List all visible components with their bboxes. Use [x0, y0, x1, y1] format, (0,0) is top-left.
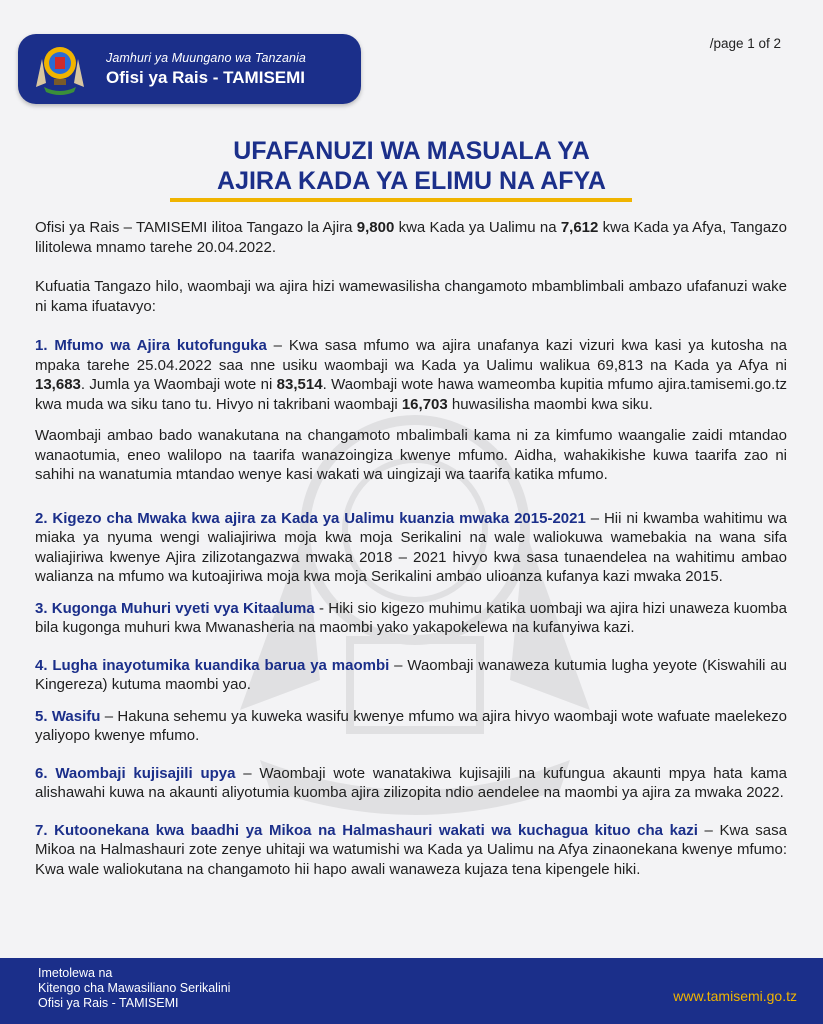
website-link[interactable]: www.tamisemi.go.tz — [673, 988, 797, 1004]
item-6: 6. Waombaji kujisajili upya – Waombaji wote wanatakiwa kujisajili na kufungua akaunti mpya hata kama alishawahi kuwa na akaunti aliyotumia kuomba ajira zilizopita ndio aendelee na maombi ya ajira za mwaka 2022. — [35, 764, 787, 801]
title-line-1: UFAFANUZI WA MASUALA YA — [233, 137, 590, 165]
country-name: Jamhuri ya Muungano wa Tanzania — [106, 50, 306, 65]
footer-bar — [0, 958, 823, 1024]
coat-of-arms-icon — [30, 39, 90, 99]
item-heading: 2. Kigezo cha Mwaka kwa ajira za Kada ya Ualimu kuanzia mwaka 2015-2021 — [35, 509, 586, 527]
intro-paragraph-2: Kufuatia Tangazo hilo, waombaji wa ajira hizi wamewasilisha changamoto mbamblimbali ambazo ufafanuzi wake ni kama ifuatavyo: — [35, 278, 787, 315]
office-name: Ofisi ya Rais - TAMISEMI — [106, 67, 306, 87]
item-3: 3. Kugonga Muhuri vyeti vya Kitaaluma - Hiki sio kigezo muhimu katika uombaji wa ajira hizi unaweza kuomba bila kugonga muhuri kwa Mwanasheria na maombi yako yakapokelewa na kufanyiwa kazi. — [35, 599, 787, 636]
header-badge — [18, 34, 361, 104]
item-4: 4. Lugha inayotumika kuandika barua ya maombi – Waombaji wanaweza kutumia lugha yeyote (Kiswahili au Kingereza) kutuma maombi yao. — [35, 656, 787, 693]
document-body — [35, 218, 787, 897]
item-heading: 7. Kutoonekana kwa baadhi ya Mikoa na Halmashauri wakati wa kuchagua kituo cha kazi — [35, 821, 698, 839]
item-heading: 3. Kugonga Muhuri vyeti vya Kitaaluma — [35, 599, 315, 617]
footer-issuer: Imetolewa na Kitengo cha Mawasiliano Serikalini Ofisi ya Rais - TAMISEMI — [38, 966, 231, 1010]
title-line-2: AJIRA KADA YA ELIMU NA AFYA — [217, 167, 606, 195]
title-underline — [170, 198, 632, 202]
item-heading: 4. Lugha inayotumika kuandika barua ya maombi — [35, 656, 390, 674]
item-1-extra: Waombaji ambao bado wanakutana na changamoto mbalimbali kama ni za kimfumo waangalie zaidi mtandao wanaotumia, eneo walilopo na taarifa wanazoingiza kwenye mfumo. Aidha, wahakikishe kuwa taarifa zao ni sahihi na wanatumia mtandao wenye kasi wakati wa uingizaji wa taarifa katika mfumo. — [35, 427, 787, 483]
item-5: 5. Wasifu – Hakuna sehemu ya kuweka wasifu kwenye mfumo wa ajira hivyo waombaji wote wafuate maelekezo yaliyopo kwenye mfumo. — [35, 707, 788, 744]
intro-paragraph-1: Ofisi ya Rais – TAMISEMI ilitoa Tangazo la Ajira 9,800 kwa Kada ya Ualimu na 7,612 kwa Kada ya Afya, Tangazo lilitolewa mnamo tarehe 20.04.2022. — [35, 219, 787, 256]
header-text — [106, 51, 306, 88]
item-2: 2. Kigezo cha Mwaka kwa ajira za Kada ya Ualimu kuanzia mwaka 2015-2021 – Hii ni kwamba wahitimu wa miaka ya nyuma wengi waliajiriwa moja kwa moja Serikalini na wale waliokuwa wamebakia na wana sifa waliajiriwa kwenye Ajira zilizotangazwa mwaka 2018 – 2021 hivyo kwa sasa tunaendelea na wahitimu ambao walianza na mfumo wa kutoajiriwa moja kwa moja Serikalini ambao ulioanza kufanya kazi mwaka 2015. — [35, 509, 787, 585]
item-7: 7. Kutoonekana kwa baadhi ya Mikoa na Halmashauri wakati wa kuchagua kituo cha kazi – Kwa sasa Mikoa na Halmashauri zote zenye uhitaji wa watumishi wa Kada ya Ualimu na Afya zinaonekana kwenye mfumo: Kwa wale waliokutana na changamoto hii hapo awali wanaweza kujaza tena kipengele hiki. — [35, 821, 787, 878]
item-heading: 6. Waombaji kujisajili upya — [35, 764, 236, 782]
page-number: /page 1 of 2 — [709, 36, 781, 51]
item-heading: 5. Wasifu — [35, 707, 101, 725]
document-title — [0, 136, 823, 196]
item-1: 1. Mfumo wa Ajira kutofunguka – Kwa sasa mfumo wa ajira unafanya kazi vizuri kwa kasi ya kutosha na mpaka tarehe 25.04.2022 saa nne usiku waombaji wa Kada ya Ualimu walikua 69,813 na Kada ya Afya ni 13,683. Jumla ya Waombaji wote ni 83,514. Waombaji wote hawa wameomba kupitia mfumo ajira.tamisemi.go.tz kwa muda wa siku tano tu. Hivyo ni takribani waombaji 16,703 huwasilisha maombi kwa siku. — [35, 337, 787, 413]
item-heading: 1. Mfumo wa Ajira kutofunguka — [35, 337, 267, 354]
